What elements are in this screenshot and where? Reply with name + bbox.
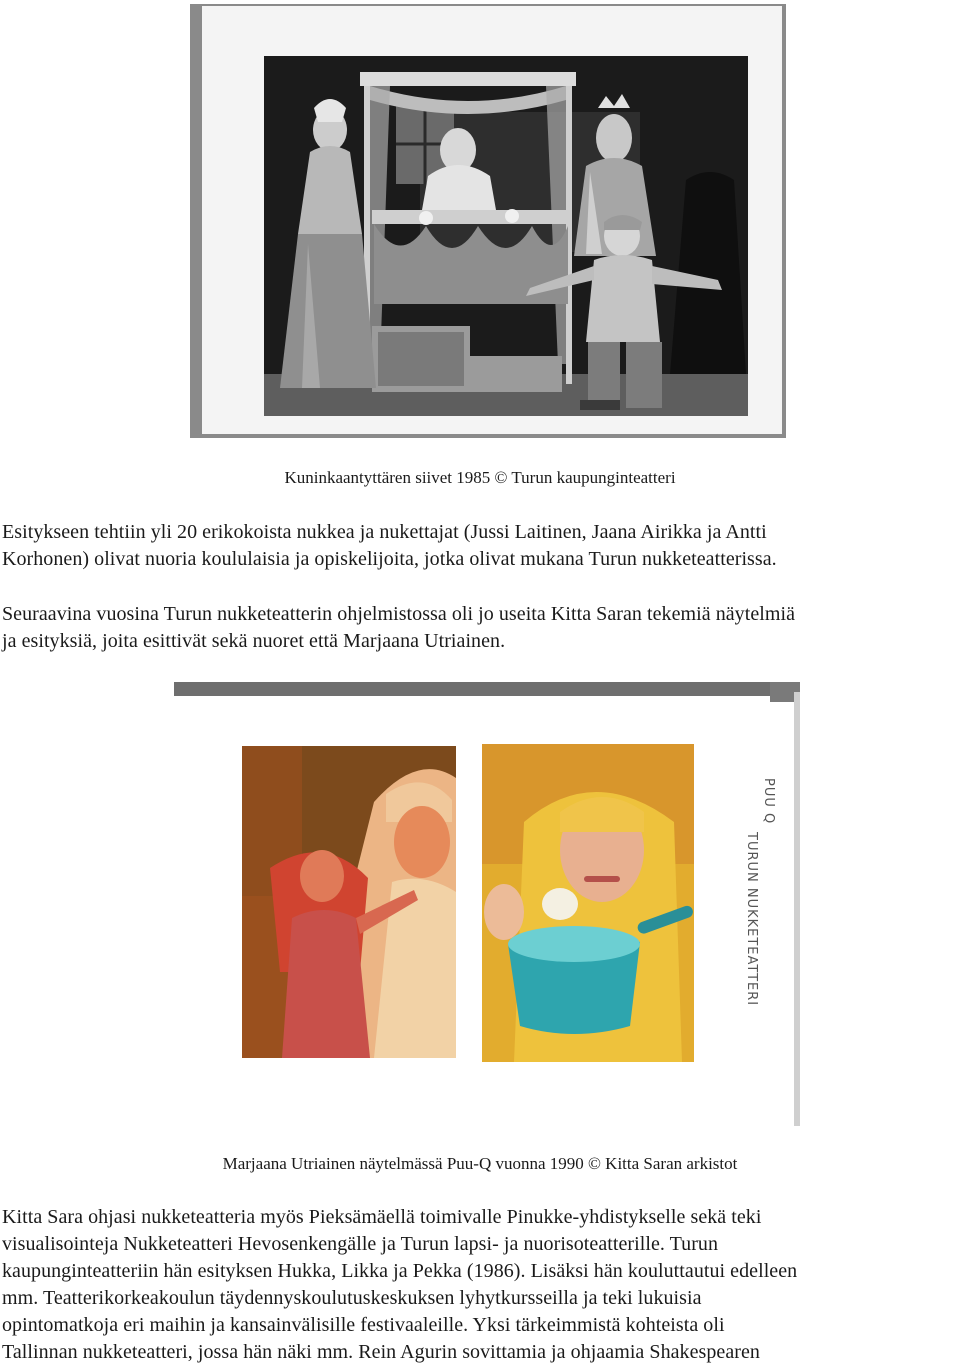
text-line: Korhonen) olivat nuoria koululaisia ja opiskelijoita, jotka olivat mukana Turun nukketeatterissa.	[2, 548, 777, 570]
text-line: kaupunginteatteriin hän esityksen Hukka, Likka ja Pekka (1986). Lisäksi hän kouluttautui edelleen	[2, 1260, 798, 1282]
text-line: Kitta Sara ohjasi nukketeatteria myös Pieksämäellä toimivalle Pinukke-yhdistykselle sekä teki	[2, 1206, 762, 1228]
text-line: visualisointeja Nukketeatteri Hevosenkengälle ja Turun lapsi- ja nuorisoteatterille. Turun	[2, 1233, 719, 1255]
photo1-caption: Kuninkaantyttären siivet 1985 © Turun kaupunginteatteri	[284, 468, 676, 487]
photo-puu-q	[174, 682, 800, 1126]
text-line: opintomatkoja eri maihin ja kansainvälisille festivaaleille. Yksi tärkeimmistä kohteista oli	[2, 1314, 725, 1336]
text-line: Tallinnan nukketeatteri, jossa hän näki mm. Rein Agurin sovittamia ja ohjaamia Shakespearen	[2, 1341, 760, 1363]
photo2-caption: Marjaana Utriainen näytelmässä Puu-Q vuonna 1990 © Kitta Saran arkistot	[222, 1154, 738, 1173]
text-line: mm. Teatterikorkeakoulun täydennyskoulutuskeskuksen lyhytkursseilla ja teki lukuisia	[2, 1287, 702, 1309]
text-line: ja esityksiä, joita esittivät sekä nuoret että Marjaana Utriainen.	[2, 630, 506, 652]
text-line: Seuraavina vuosina Turun nukketeatterin ohjelmistossa oli jo useita Kitta Saran tekemiä näytelmiä	[2, 603, 796, 625]
text-line: Esitykseen tehtiin yli 20 erikokoista nukkea ja nukettajat (Jussi Laitinen, Jaana Airikka ja Antti	[2, 521, 767, 543]
photo-puppet-stage	[190, 4, 786, 438]
handwritten-note: PUU Q	[761, 778, 776, 825]
paragraph-3	[2, 1204, 958, 1366]
paragraph-2	[2, 601, 958, 655]
handwritten-note: TURUN NUKKETEATTERI	[744, 832, 759, 1007]
paragraph-1	[2, 519, 958, 573]
